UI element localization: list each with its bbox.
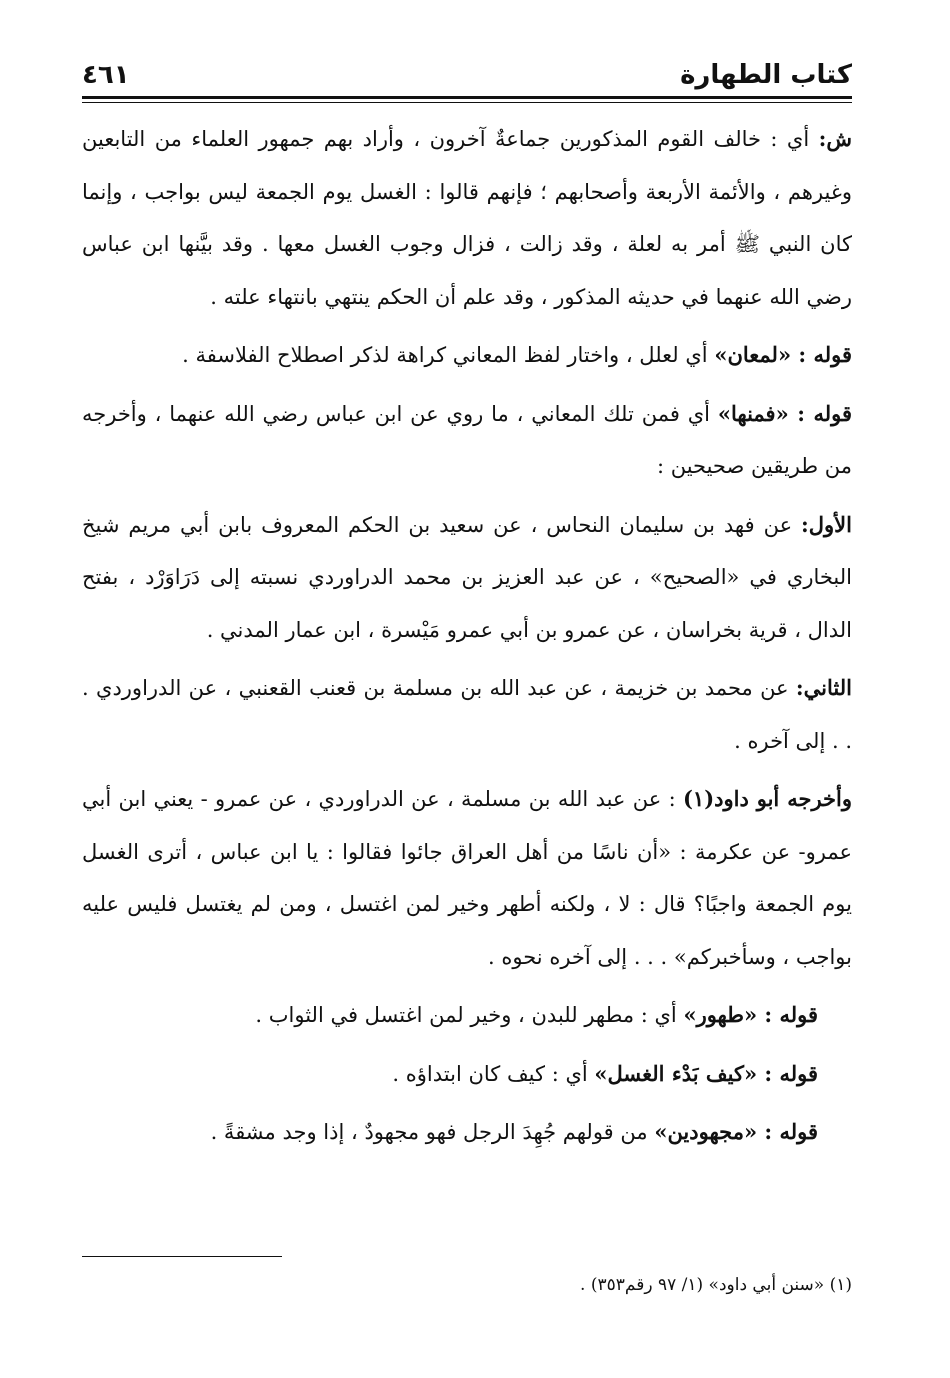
paragraph-text: أي : كيف كان ابتداؤه . <box>392 1061 595 1086</box>
paragraph-bad-al-ghusl <box>82 1048 852 1101</box>
paragraph-second-chain <box>82 662 852 767</box>
paragraph-text: أي : خالف القوم المذكورين جماعةٌ آخرون ، وأراد بهم جمهور العلماء من التابعين وغيرهم ، والأئمة الأربعة وأصحابهم ؛ فإنهم قالوا : الغسل يوم الجمعة ليس بواجب ، وإنما كان النبي ﷺ أمر به لعلة ، وقد زالت ، فزال وجوب الغسل معها . وقد بيَّنها ابن عباس رضي الله عنهما في حديثه المذكور ، وقد علم أن الحكم ينتهي بانتهاء علته . <box>82 127 852 309</box>
paragraph-commentary <box>82 113 852 323</box>
header-rule-thick <box>82 96 852 99</box>
footnote: (١) «سنن أبي داود» (١/ ٩٧ رقم٣٥٣) . <box>580 1275 852 1295</box>
paragraph-lead: الثاني: <box>795 675 852 700</box>
paragraph-lead: قوله : «مجهودين» <box>654 1119 818 1144</box>
body-text <box>82 113 852 1159</box>
page-number: ٤٦١ <box>82 60 130 90</box>
page-header <box>82 30 852 94</box>
paragraph-lamaan <box>82 329 852 382</box>
header-rule-thin <box>82 102 852 103</box>
paragraph-text: أي : مطهر للبدن ، وخير لمن اغتسل في الثواب . <box>255 1003 684 1027</box>
paragraph-lead: وأخرجه أبو داود(١) <box>682 786 852 811</box>
paragraph-faminha <box>82 388 852 493</box>
document-page <box>82 30 852 1350</box>
paragraph-text: أي فمن تلك المعاني ، ما روي عن ابن عباس رضي الله عنهما ، وأخرجه من طريقين صحيحين : <box>82 401 852 478</box>
paragraph-lead: قوله : «كيف بَدْء الغسل» <box>594 1060 818 1086</box>
paragraph-lead: قوله : «طهور» <box>683 1002 818 1027</box>
paragraph-text: عن فهد بن سليمان النحاس ، عن سعيد بن الحكم المعروف بابن أبي مريم شيخ البخاري في «الصحيح» ، عن عبد العزيز بن محمد الدراوردي نسبته إلى دَرَاوَرْد ، بفتح الدال ، قرية بخراسان ، عن عمرو بن أبي عمرو مَيْسرة ، ابن عمار المدني . <box>82 512 852 642</box>
paragraph-lead: ش: <box>818 126 852 151</box>
paragraph-lead: الأول: <box>801 511 852 537</box>
paragraph-lead: قوله : «لمعان» <box>714 342 852 367</box>
paragraph-text: أي لعلل ، واختار لفظ المعاني كراهة لذكر اصطلاح الفلاسفة . <box>182 343 715 367</box>
paragraph-abu-dawud <box>82 773 852 983</box>
paragraph-first-chain <box>82 499 852 657</box>
book-title: كتاب الطهارة <box>680 60 852 90</box>
paragraph-lead: قوله : «فمنها» <box>717 400 853 426</box>
paragraph-tahur <box>82 989 852 1042</box>
footnote-separator <box>82 1256 282 1257</box>
paragraph-text: عن محمد بن خزيمة ، عن عبد الله بن مسلمة بن قعنب القعنبي ، عن الدراوردي . . . إلى آخره . <box>82 676 852 753</box>
paragraph-text: : عن عبد الله بن مسلمة ، عن الدراوردي ، عن عمرو - يعني ابن أبي عمرو- عن عكرمة : «أن ناسًا من أهل العراق جائوا فقالوا : يا ابن عباس ، أترى الغسل يوم الجمعة واجبًا؟ قال : لا ، ولكنه أطهر وخير لمن اغتسل ، ومن لم يغتسل فليس عليه بواجب ، وسأخبركم» . . . إلى آخره نحوه . <box>82 787 852 969</box>
paragraph-majhudin <box>82 1106 852 1159</box>
paragraph-text: من قولهم جُهِدَ الرجل فهو مجهودٌ ، إذا وجد مشقةً . <box>210 1120 655 1144</box>
